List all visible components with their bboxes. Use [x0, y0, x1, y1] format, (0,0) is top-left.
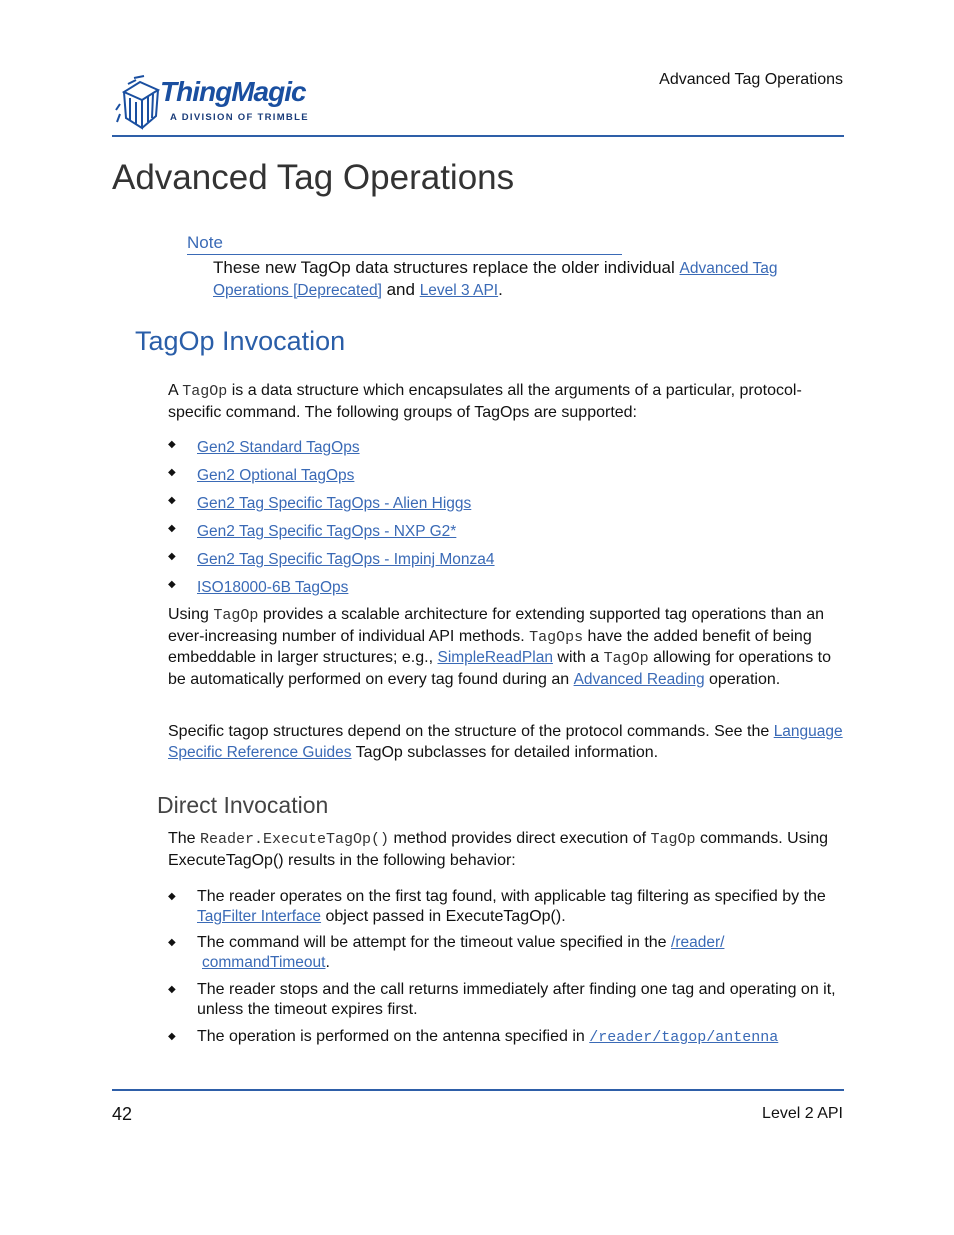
logo-wordmark: ThingMagic: [160, 76, 306, 107]
code-reader-executetagop: Reader.ExecuteTagOp(): [200, 831, 390, 848]
tagop-architecture-paragraph: [168, 605, 843, 690]
direct-invocation-paragraph: [168, 829, 843, 871]
code-tagops: TagOps: [529, 628, 584, 646]
header-section-title: Advanced Tag Operations: [659, 71, 843, 88]
text: Using: [168, 606, 214, 623]
text: operation.: [704, 670, 781, 688]
footer-section-title: Level 2 API: [762, 1105, 843, 1122]
link-gen2-impinj-monza4[interactable]: Gen2 Tag Specific TagOps - Impinj Monza4: [197, 551, 495, 568]
thingmagic-logo: [114, 72, 314, 132]
list-item: [168, 1027, 843, 1049]
link-advanced-reading[interactable]: Advanced Reading: [573, 670, 705, 688]
text: with a: [552, 649, 604, 666]
list-item: [168, 439, 843, 459]
list-item: [168, 523, 843, 543]
list-item: [168, 980, 843, 1022]
logo-subtitle: A DIVISION OF TRIMBLE: [170, 112, 309, 123]
text: Specific tagop structures depend on the structure of the protocol commands. See the: [168, 723, 774, 740]
section-heading-tagop-invocation: TagOp Invocation: [135, 326, 346, 356]
link-iso18000-6b-tagops[interactable]: ISO18000-6B TagOps: [197, 579, 349, 596]
list-item: [168, 467, 843, 487]
note-text: [213, 257, 838, 301]
bullet-icon: ◆: [168, 579, 176, 590]
link-gen2-nxp-g2[interactable]: Gen2 Tag Specific TagOps - NXP G2*: [197, 523, 457, 540]
text: TagOp subclasses for detailed information.: [351, 743, 659, 761]
page-title: Advanced Tag Operations: [112, 158, 515, 197]
link-gen2-standard-tagops[interactable]: Gen2 Standard TagOps: [197, 439, 360, 456]
text: allowing for operations to be automatically performed on every tag found during an: [168, 649, 831, 688]
text: .: [325, 954, 330, 971]
link-part: commandTimeout: [202, 954, 326, 971]
link-part: /reader/: [671, 934, 725, 951]
tagop-structures-paragraph: [168, 722, 843, 763]
text: A: [168, 382, 183, 399]
link-reader-tagop-antenna[interactable]: /reader/tagop/antenna: [589, 1029, 779, 1046]
text: The operation is performed on the antenna specified in: [197, 1028, 590, 1045]
note-label: Note: [187, 233, 223, 252]
bullet-text: [197, 887, 842, 927]
bullet-icon: ◆: [168, 439, 176, 450]
logo-cube-icon: [114, 74, 162, 130]
list-item: [168, 579, 843, 599]
section-heading-direct-invocation: Direct Invocation: [157, 792, 329, 818]
note-divider: [187, 254, 622, 255]
link-tagfilter-interface[interactable]: TagFilter Interface: [197, 908, 322, 925]
code-tagop: TagOp: [182, 383, 228, 400]
code-tagop: TagOp: [650, 831, 696, 848]
bullet-text: The reader stops and the call returns immediately after finding one tag and operating on it, unless the timeout expires first.: [197, 981, 836, 1018]
bullet-text: [197, 933, 842, 973]
link-gen2-optional-tagops[interactable]: Gen2 Optional TagOps: [197, 467, 355, 484]
text: have the added benefit of being embeddable in larger structures; e.g.,: [168, 627, 812, 666]
tagop-intro-paragraph: [168, 381, 843, 423]
bullet-icon: ◆: [168, 467, 176, 478]
link-gen2-alien-higgs[interactable]: Gen2 Tag Specific TagOps - Alien Higgs: [197, 495, 472, 512]
text: is a data structure which encapsulates all the arguments of a particular, protocol-specific command. The following groups of TagOps are supported:: [168, 382, 802, 421]
note-text-part: and: [381, 280, 420, 299]
note-text-part: These new TagOp data structures replace the older individual: [213, 258, 680, 277]
text: The command will be attempt for the timeout value specified in the: [197, 934, 672, 951]
bullet-text: [197, 1027, 842, 1048]
bullet-icon: ◆: [168, 984, 176, 995]
list-item: [168, 551, 843, 571]
bullet-icon: ◆: [168, 523, 176, 534]
list-item: [168, 495, 843, 515]
bullet-icon: ◆: [168, 551, 176, 562]
text: provides a scalable architecture for extending supported tag operations than an ever-increasing number of individual API methods.: [168, 606, 825, 645]
header-rule: [112, 135, 844, 137]
note-text-part: .: [498, 280, 503, 299]
code-tagop: TagOp: [603, 650, 649, 667]
bullet-icon: ◆: [168, 891, 176, 902]
text: commands. Using ExecuteTagOp() results in the following behavior:: [168, 830, 829, 869]
code-tagop: TagOp: [213, 607, 259, 624]
list-item: [168, 933, 843, 975]
link-advanced-tag-operations-deprecated[interactable]: Advanced Tag Operations [Deprecated]: [213, 260, 778, 299]
link-level-3-api[interactable]: Level 3 API: [419, 282, 499, 299]
footer-rule: [112, 1089, 844, 1091]
text: The: [168, 830, 201, 847]
bullet-icon: ◆: [168, 937, 176, 948]
text: object passed in ExecuteTagOp().: [321, 908, 566, 925]
bullet-icon: ◆: [168, 495, 176, 506]
bullet-icon: ◆: [168, 1031, 176, 1042]
link-simplereadplan[interactable]: SimpleReadPlan: [437, 649, 553, 666]
text: method provides direct execution of: [389, 830, 651, 847]
link-language-specific-reference-guides[interactable]: Language Specific Reference Guides: [168, 723, 843, 761]
page-number: 42: [112, 1104, 133, 1124]
text: The reader operates on the first tag found, with applicable tag filtering as specified by the: [197, 888, 826, 905]
list-item: [168, 887, 843, 929]
